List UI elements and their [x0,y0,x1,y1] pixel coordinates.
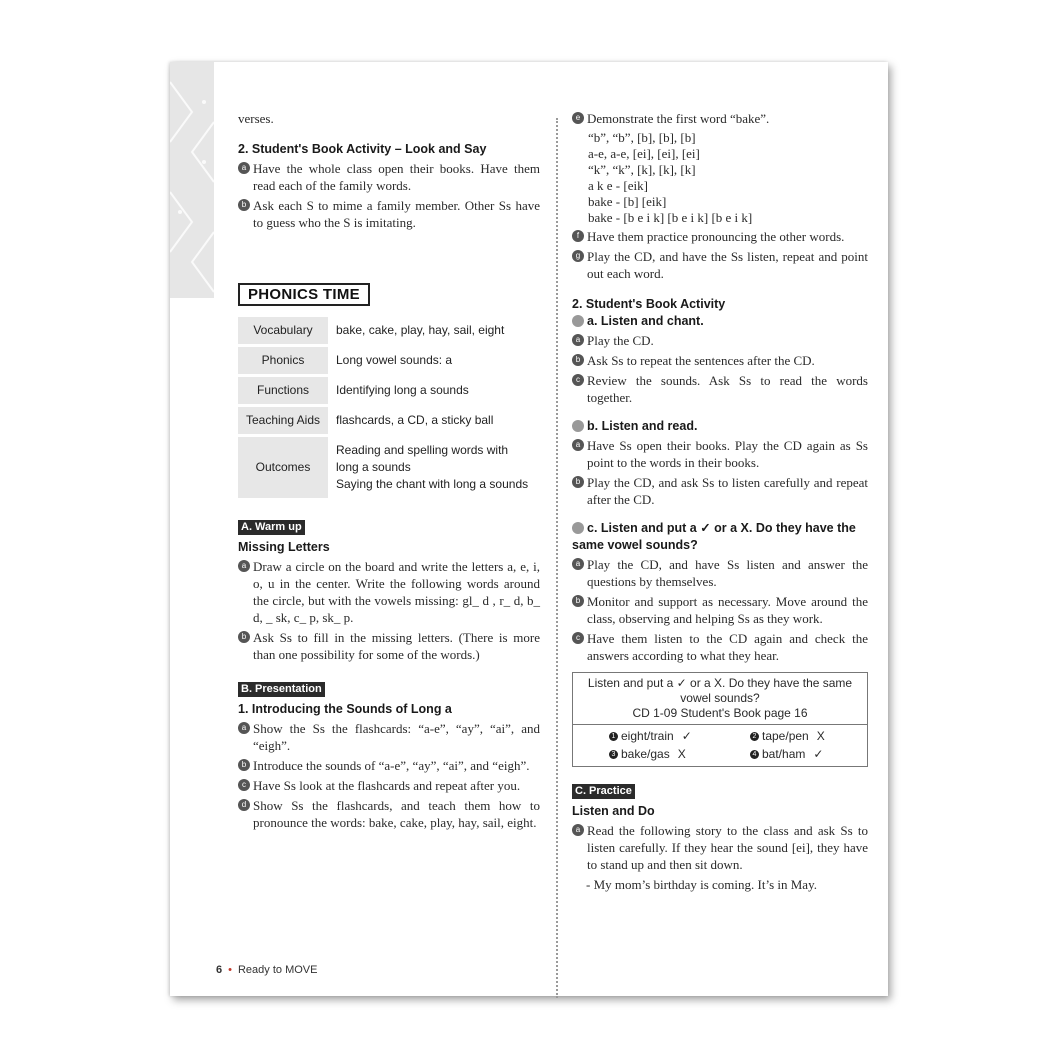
answer-mark: ✓ [813,747,824,761]
page-footer [216,964,317,976]
pronunciation-line: “b”, “b”, [b], [b], [b] [588,130,696,145]
pronunciation-line: a-e, a-e, [ei], [ei], [ei] [588,146,700,161]
answer-mark: X [816,729,825,743]
answer-number-icon: 4 [750,750,759,759]
step-text: Play the CD, and have Ss listen and answer the questions by themselves. [587,557,868,589]
info-row [238,377,538,404]
answer-item [579,728,720,745]
listen-chant-heading: a. Listen and chant. [572,313,868,330]
presentation-label: B. Presentation [238,682,325,697]
answers-grid [573,725,867,766]
step-bullet-icon: a [572,334,584,346]
info-key: Teaching Aids [238,407,328,434]
step-bullet-icon: a [572,439,584,451]
answer-words: bake/gas [621,747,670,761]
step-bullet-icon: c [238,779,250,791]
step-bullet-icon: e [572,112,584,124]
answer-item [720,728,861,745]
chant-step [572,332,868,349]
step-bullet-icon: b [572,354,584,366]
practice-label: C. Practice [572,784,635,799]
listen-put-mark-steps [572,556,868,664]
step-bullet-icon: a [572,558,584,570]
info-key: Outcomes [238,437,328,498]
story-line: - My mom’s birthday is coming. It’s in May. [586,877,817,892]
read-step [572,437,868,471]
answer-key-box [572,672,868,767]
step-bullet-icon: f [572,230,584,242]
intro-step [238,720,540,754]
read-step [572,474,868,508]
step-bullet-icon: b [238,759,250,771]
intro-step [238,797,540,831]
step-bullet-icon: b [572,476,584,488]
answer-box-instruction: Listen and put a ✓ or a X. Do they have the same vowel sounds? [587,676,853,705]
step-text: Review the sounds. Ask Ss to read the words together. [587,373,868,405]
demo-step [572,110,868,127]
sba-step [238,197,540,231]
step-text: Play the CD. [587,333,654,348]
answer-box-cd-ref: CD 1-09 Student's Book page 16 [632,706,808,720]
info-value: Identifying long a sounds [336,383,469,397]
steps-f-g [572,228,868,282]
answer-words: eight/train [621,729,674,743]
warmup-label: A. Warm up [238,520,305,535]
warmup-steps [238,558,540,663]
lesson-info-table [238,314,538,501]
answer-number-icon: 2 [750,732,759,741]
listen-do-heading: Listen and Do [572,804,655,818]
step-bullet-icon: a [238,722,250,734]
info-value: Reading and spelling words with long a sounds Saying the chant with long a sounds [336,443,529,491]
footer-title: Ready to MOVE [237,964,318,976]
page-number: 6 [216,964,223,976]
intro-sounds-heading: 1. Introducing the Sounds of Long a [238,702,452,716]
step-bullet-icon: d [238,799,250,811]
answer-item [720,746,861,763]
listen-put-mark-heading: c. Listen and put a ✓ or a X. Do they have the same vowel sounds? [572,521,856,552]
mark-step [572,630,868,664]
sba-steps [238,160,540,231]
step-text: Read the following story to the class and ask Ss to listen carefully. If they hear the sound [ei], they have to stand up and then sit down. [587,823,868,872]
pronunciation-line: “k”, “k”, [k], [k], [k] [588,162,696,177]
step-bullet-icon: c [572,374,584,386]
practice-words-step [572,248,868,282]
intro-step [238,757,540,774]
answer-mark: X [677,747,686,761]
verses-text: verses. [238,111,274,126]
step-text: Have Ss look at the flashcards and repeat after you. [253,778,521,793]
step-text: Have the whole class open their books. Have them read each of the family words. [253,161,540,193]
answer-item [579,746,720,763]
step-text: Ask each S to mime a family member. Other Ss have to guess who the S is imitating. [253,198,540,230]
pronunciation-lines [572,130,868,226]
answer-words: bat/ham [762,747,806,761]
phonics-time-title: PHONICS TIME [238,283,370,306]
info-row [238,347,538,374]
step-bullet-icon: b [238,631,250,643]
listen-read-heading: b. Listen and read. [572,418,868,435]
step-text: Ask Ss to fill in the missing letters. (There is more than one possibility for some of the words.) [253,630,540,662]
step-text: Draw a circle on the board and write the letters a, e, i, o, u in the center. Write the following words around the circle, but with the vowels missing: gl_ d , r_ d, b_ d, _ sk, c_ p, sk_ p. [253,559,540,625]
listen-do-step [572,822,868,873]
step-text: Play the CD, and ask Ss to listen carefully and repeat after the CD. [587,475,868,507]
intro-steps [238,720,540,831]
listen-read-steps [572,437,868,508]
step-bullet-icon: a [238,162,250,174]
info-value: flashcards, a CD, a sticky ball [336,413,494,427]
warmup-step [238,629,540,663]
practice-step [572,822,868,873]
decorative-side-strip [170,62,214,298]
info-key: Phonics [238,347,328,374]
intro-step [238,777,540,794]
step-bullet-icon: g [572,250,584,262]
answer-number-icon: 3 [609,750,618,759]
listen-chant-steps [572,332,868,406]
left-column [238,110,540,834]
sba2-heading: 2. Student's Book Activity [572,297,726,311]
column-divider [556,118,558,998]
sba-step [238,160,540,194]
info-value: bake, cake, play, hay, sail, eight [336,323,505,337]
step-text: Show Ss the flashcards, and teach them how to pronounce the words: bake, cake, play, hay, sail, eight. [253,798,540,830]
step-bullet-icon: c [572,632,584,644]
step-text: Demonstrate the first word “bake”. [587,111,770,126]
step-bullet-icon: a [238,560,250,572]
answer-number-icon: 1 [609,732,618,741]
step-bullet-icon: a [572,824,584,836]
demo-step [572,110,868,127]
missing-letters-heading: Missing Letters [238,540,330,554]
step-text: Ask Ss to repeat the sentences after the CD. [587,353,815,368]
step-text: Have them practice pronouncing the other words. [587,229,845,244]
step-text: Show the Ss the flashcards: “a-e”, “ay”, “ai”, and “eigh”. [253,721,540,753]
info-row [238,317,538,344]
answer-mark: ✓ [681,729,692,743]
practice-words-step [572,228,868,245]
mark-step [572,593,868,627]
pronunciation-line: a k e - [eik] [588,178,648,193]
step-text: Have them listen to the CD again and check the answers according to what they hear. [587,631,868,663]
step-bullet-icon: b [572,595,584,607]
sba-heading: 2. Student's Book Activity – Look and Say [238,142,487,156]
chant-step [572,372,868,406]
step-text: Play the CD, and have the Ss listen, repeat and point out each word. [587,249,868,281]
chant-step [572,352,868,369]
step-text: Introduce the sounds of “a-e”, “ay”, “ai”, and “eigh”. [253,758,530,773]
info-key: Functions [238,377,328,404]
info-key: Vocabulary [238,317,328,344]
mark-step [572,556,868,590]
warmup-step [238,558,540,626]
step-text: Monitor and support as necessary. Move around the class, observing and helping Ss as they work. [587,594,868,626]
info-value: Long vowel sounds: a [336,353,453,367]
step-text: Have Ss open their books. Play the CD again as Ss point to the words in their books. [587,438,868,470]
footer-dot-icon: • [228,964,232,976]
info-row [238,407,538,434]
answer-words: tape/pen [762,729,809,743]
info-row [238,437,538,498]
pronunciation-line: bake - [b e i k] [b e i k] [b e i k] [588,210,753,225]
right-column [572,108,868,893]
pronunciation-line: bake - [b] [eik] [588,194,667,209]
workbook-page [170,62,888,996]
step-bullet-icon: b [238,199,250,211]
